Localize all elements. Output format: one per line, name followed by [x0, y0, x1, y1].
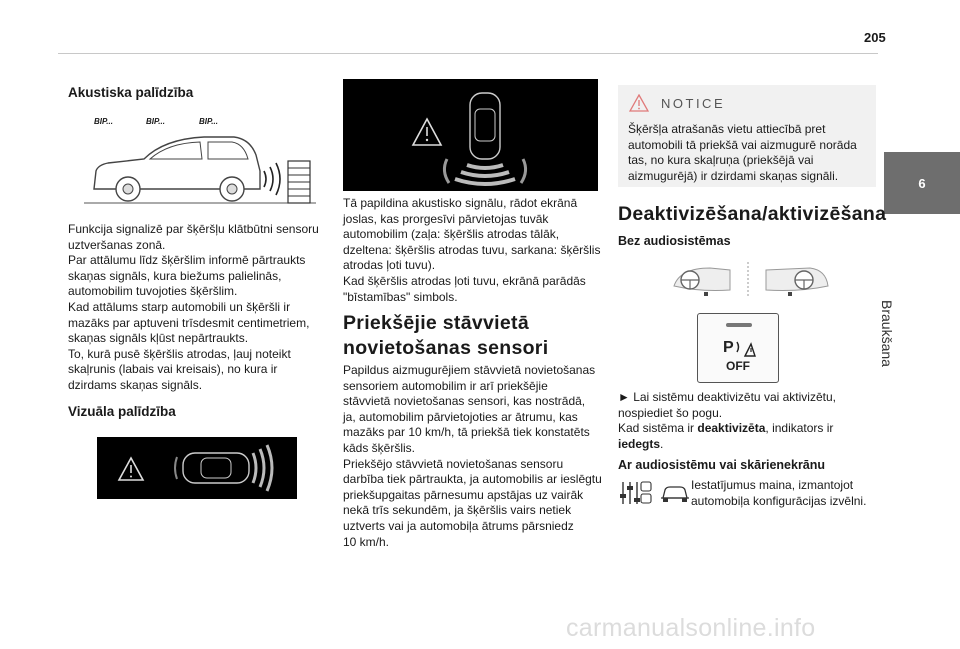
- visual-description: Tā papildina akustisko signālu, rādot ekrānā joslas, kas prorgesīvi pārvietojas tuvāk automobilim (zaļa: šķēršlis atrodas tālāk, dzeltena: šķēršlis atrodas tuvu, sarkana: šķēršlis atrodas ļoti tuvu). Kad šķēršlis atrodas ļoti tuvu, ekrānā parādās "bīstamības" simbols.: [343, 196, 601, 304]
- title-deactivation: Deaktivizēšana/aktivizēšana: [618, 203, 887, 225]
- heading-without-audio: Bez audiosistēmas: [618, 234, 731, 248]
- chapter-tab[interactable]: 6: [884, 152, 960, 214]
- settings-menu-icon: [619, 478, 691, 508]
- deactivation-instructions: ► Lai sistēmu deaktivizētu vai aktivizētu, nospiediet šo pogu. Kad sistēma ir deaktivizēta, indikators ir iedegts.: [618, 390, 836, 451]
- button-label: OFF: [726, 359, 750, 373]
- acoustic-illustration: [84, 113, 316, 208]
- heading-with-audio: Ar audiosistēmu vai skārienekrānu: [618, 458, 826, 472]
- page-number: 205: [864, 30, 886, 45]
- notice-box: [618, 85, 876, 187]
- front-sensors-description: Papildus aizmugurējiem stāvvietā novietošanas sensoriem automobilim ir arī priekšējie stāvvietā novietošanas sensori, kas nostrādā, ja, automobilim pārvietojoties ar ātrumu, kas mazāks par 10 km/h, tā priekšā tiek konstatēts kāds šķēršlis. Priekšējo stāvvietā novietošanas sensoru darbība tiek pārtraukta, ja automobilis ar ieslēgtu priekšupgaitas pārnesumu apstājas uz vairāk nekā trīs sekundēm, ja šķēršlis vairs netiek uztverts vai ja automobiļa ātrums pārsniedz 10 km/h.: [343, 363, 602, 549]
- car-side-icon: [84, 127, 316, 207]
- indicator-light: [726, 323, 752, 327]
- visual-assist-screen: [97, 437, 297, 499]
- visual-assist-top-screen: [343, 79, 598, 191]
- svg-text:P: P: [723, 339, 734, 356]
- heading-visual-assist: Vizuāla palīdzība: [68, 404, 176, 419]
- header-rule: [58, 53, 878, 54]
- chapter-label: Braukšana: [879, 300, 895, 367]
- acoustic-description: Funkcija signalizē par šķēršļu klātbūtni sensoru uztveršanas zonā. Par attālumu līdz šķēršlim informē pārtraukts skaņas signāls, kura biežums palielinās, automobilim tuvojoties šķēršlim. Kad attālums starp automobili un šķēršli ir mazāks par aptuveni trīsdesmit centimetriem, skaņas signāls kļūst nepārtraukts. To, kurā pusē šķēršlis atrodas, ļauj noteikt skaļrunis (labais vai kreisais), no kura ir dzirdams skaņas signāls.: [68, 222, 319, 392]
- warning-icon: [629, 94, 649, 112]
- parking-sensor-icon: [721, 336, 757, 358]
- dashboard-controls-icon: [670, 260, 830, 300]
- parking-sensor-off-button[interactable]: [697, 313, 779, 383]
- notice-title: NOTICE: [661, 95, 726, 111]
- heading-acoustic-assist: Akustiska palīdzība: [68, 85, 194, 100]
- notice-text: Šķēršļa atrašanās vietu attiecībā pret automobili tā priekšā vai aizmugurē norāda tas, no kura skaļruņa (priekšējā vai aizmugurējā) ir dzirdami skaņas signāli.: [628, 122, 857, 183]
- title-front-sensors: Priekšējie stāvvietā novietošanas sensori: [343, 312, 549, 359]
- beep-label: BIP...: [199, 117, 218, 126]
- beep-label: BIP...: [146, 117, 165, 126]
- beep-label: BIP...: [94, 117, 113, 126]
- settings-description: Iestatījumus maina, izmantojot automobiļa konfigurācijas izvēlni.: [691, 478, 867, 508]
- watermark: carmanualsonline.info: [566, 614, 816, 642]
